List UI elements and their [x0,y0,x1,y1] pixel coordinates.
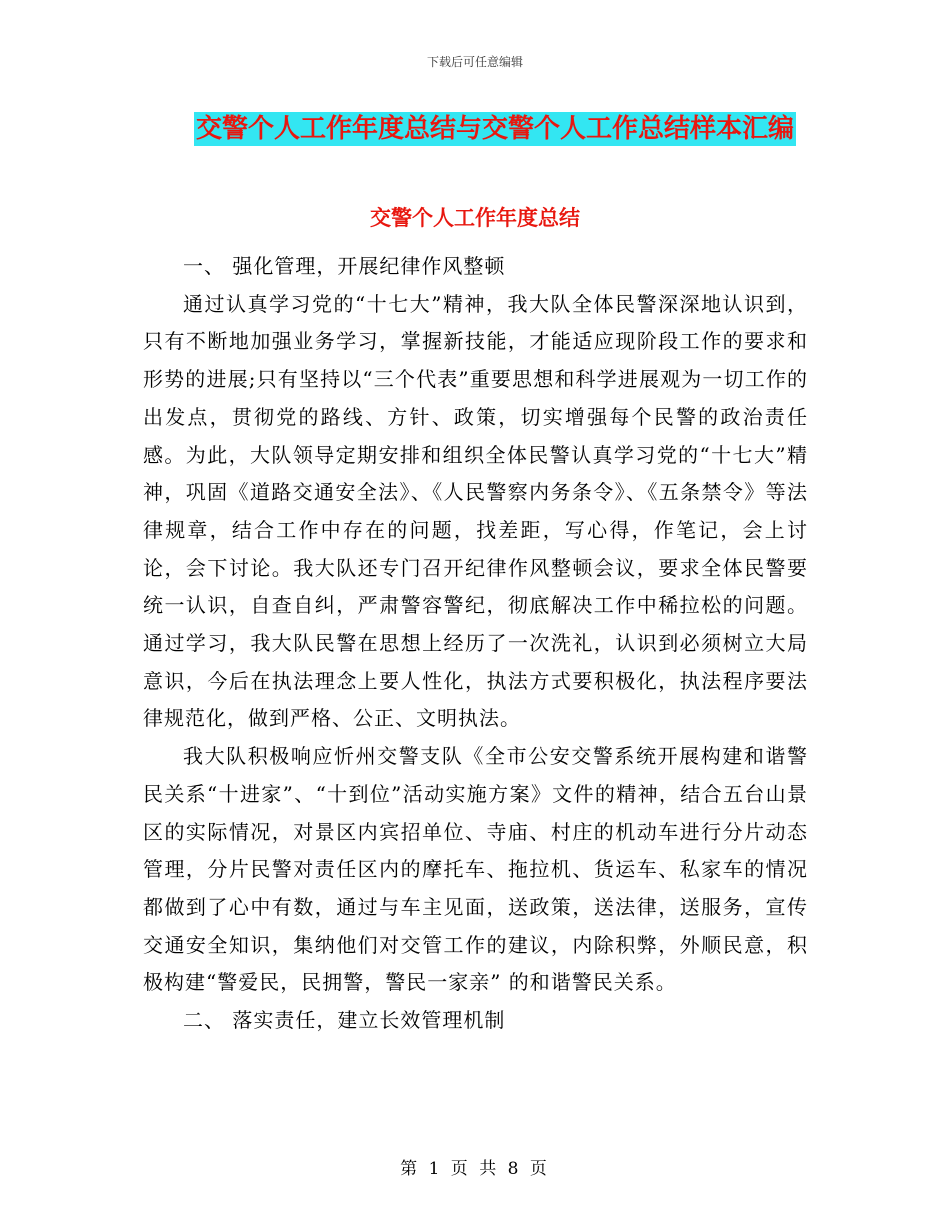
page-number: 第 1 页 共 8 页 [400,1159,550,1179]
section-heading-1: 一、 强化管理，开展纪律作风整顿 [183,254,506,278]
header-note: 下载后可任意编辑 [426,55,523,69]
paragraph-2: 我大队积极响应忻州交警支队《全市公安交警系统开展构建和谐警民关系“十进家”、“十到位”活动实施方案》文件的精神，结合五台山景区的实际情况，对景区内宾招单位、寺庙、村庄的机动车进行分片动态管理，分片民警对责任区内的摩托车、拖拉机、货运车、私家车的情况都做到了心中有数，通过与车主见面，送政策，送法律，送服务，宣传交通安全知识，集纳他们对交管工作的建议，内除积弊，外顺民意，积极构建“警爱民，民拥警，警民一家亲” 的和谐警民关系。 [143,744,808,995]
document-body [143,248,808,1040]
section-title: 交警个人工作年度总结 [370,206,580,230]
section-heading-2: 二、 落实责任，建立长效管理机制 [183,1008,506,1033]
document-title: 交警个人工作年度总结与交警个人工作总结样本汇编 [196,114,795,144]
paragraph-1: 通过认真学习党的“十七大”精神，我大队全体民警深深地认识到，只有不断地加强业务学习，掌握新技能，才能适应现阶段工作的要求和形势的进展;只有坚持以“三个代表”重要思想和科学进展观为一切工作的出发点，贯彻党的路线、方针、政策，切实增强每个民警的政治责任感。为此，大队领导定期安排和组织全体民警认真学习党的“十七大”精神，巩固《道路交通安全法》、《人民警察内务条令》、《五条禁令》等法律规章，结合工作中存在的问题，找差距，写心得，作笔记，会上讨论，会下讨论。我大队还专门召开纪律作风整顿会议，要求全体民警要统一认识，自查自纠，严肃警容警纪，彻底解决工作中稀拉松的问题。通过学习，我大队民警在思想上经历了一次洗礼，认识到必须树立大局意识，今后在执法理念上要人性化，执法方式要积极化，执法程序要法律规范化，做到严格、公正、文明执法。 [143,291,808,731]
